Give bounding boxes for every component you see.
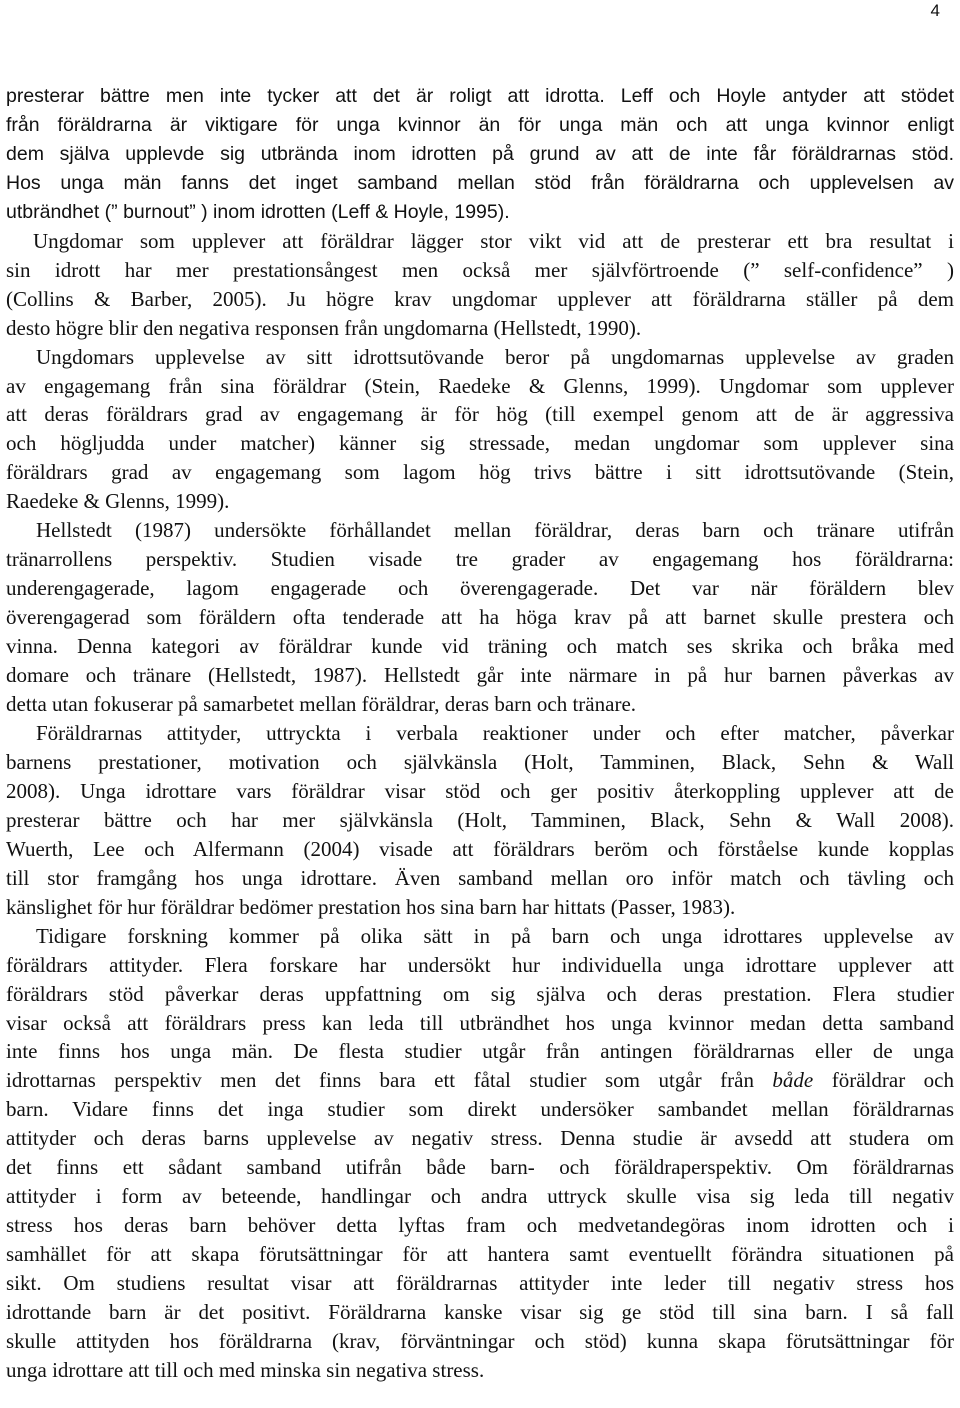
text-line-content: föräldrars attityder. Flera forskare har undersökt hur individuella unga idrottare upplever att (6, 952, 954, 977)
text-line (6, 1211, 954, 1240)
text-line (6, 864, 954, 893)
text-line-content: och högljudda under matcher) känner sig stressade, medan ungdomar som upplever sina (6, 431, 954, 456)
text-line (6, 603, 954, 632)
text-line (6, 1009, 954, 1038)
text-line-content: det finns ett sådant samband utifrån både barn- och föräldraperspektiv. Om föräldrarnas (6, 1155, 954, 1180)
text-line (6, 777, 954, 806)
text-line-content: underengagerade, lagom engagerade och överengagerade. Det var när föräldern blev (6, 576, 954, 601)
text-line (6, 169, 954, 198)
text-line (6, 429, 954, 458)
text-line (6, 1153, 954, 1182)
text-line-content: dem själva upplevde sig utbrända inom idrotten på grund av att de inte får föräldrarnas stöd. (6, 142, 954, 165)
text-line (6, 343, 954, 372)
text-line (6, 632, 954, 661)
text-line-content: visar också att föräldrars press kan leda till utbrändhet hos unga kvinnor medan detta samband (6, 1010, 954, 1035)
text-line-content: skulle attityden hos föräldrarna (krav, förväntningar och stöd) kunna skapa förutsättningar för (6, 1328, 954, 1353)
text-line (6, 1124, 954, 1153)
text-line-content: 2008). Unga idrottare vars föräldrar visar stöd och ger positiv återkoppling upplever att de (6, 778, 954, 803)
text-line-content: Hos unga män fanns det inget samband mellan stöd från föräldrarna och upplevelsen av (6, 171, 954, 194)
text-line (6, 1327, 954, 1356)
text-line (6, 690, 954, 719)
text-line-content: presterar bättre och har mer självkänsla (Holt, Tamminen, Black, Sehn & Wall 2008). (6, 807, 954, 832)
text-line (6, 1269, 954, 1298)
text-line (6, 748, 954, 777)
text-line (6, 227, 954, 256)
text-line-content: Föräldrarnas attityder, uttryckta i verbala reaktioner under och efter matcher, påverkar (36, 720, 954, 745)
text-line-content: idrottande barn är det positivt. Föräldrarna kanske visar sig ge stöd till sina barn. I så fall (6, 1300, 954, 1325)
text-line (6, 719, 954, 748)
text-line (6, 487, 954, 516)
text-line-content: tränarrollens perspektiv. Studien visade tre grader av engagemang hos föräldrarna: (6, 547, 954, 572)
text-line-content: idrottarnas perspektiv men det finns bara ett fåtal studier som utgår från både föräldrar och (6, 1068, 954, 1093)
text-line-content: sikt. Om studiens resultat visar att föräldrarnas attityder inte leder till negativ stress hos (6, 1271, 954, 1296)
text-line (6, 806, 954, 835)
text-line (6, 314, 954, 343)
text-line-content: attityder i form av beteende, handlingar och andra uttryck skulle visa sig leda till negativ (6, 1184, 954, 1209)
text-line-content: Raedeke & Glenns, 1999). (6, 489, 230, 514)
text-line (6, 1037, 954, 1066)
text-line-content: Ungdomar som upplever att föräldrar lägger stor vikt vid att de presterar ett bra resultat i (33, 228, 954, 253)
text-line-content: (Collins & Barber, 2005). Ju högre krav ungdomar upplever att föräldrarna ställer på dem (6, 286, 954, 311)
text-line-content: Hellstedt (1987) undersökte förhållandet mellan föräldrar, deras barn och tränare utifrån (36, 518, 954, 543)
text-line-content: Wuerth, Lee och Alfermann (2004) visade att föräldrars beröm och förståelse kunde kopplas (6, 836, 954, 861)
text-line (6, 111, 954, 140)
text-line (6, 835, 954, 864)
text-line (6, 82, 954, 111)
text-line (6, 661, 954, 690)
text-line-content: föräldrars grad av engagemang som lagom hög trivs bättre i sitt idrottsutövande (Stein, (6, 460, 954, 485)
text-line (6, 458, 954, 487)
text-line-content: domare och tränare (Hellstedt, 1987). Hellstedt går inte närmare in på hur barnen påverkas av (6, 663, 954, 688)
text-line-content: utbrändhet (” burnout” ) inom idrotten (Leff & Hoyle, 1995). (6, 200, 510, 223)
text-line (6, 285, 954, 314)
text-line-content: stress hos deras barn behöver detta lyftas fram och medvetandegöras inom idrotten och i (6, 1213, 954, 1238)
text-line (6, 372, 954, 401)
text-line (6, 1298, 954, 1327)
text-line-content: Tidigare forskning kommer på olika sätt in på barn och unga idrottares upplevelse av (36, 923, 954, 948)
text-line-content: föräldrars stöd påverkar deras uppfattning om sig själva och deras prestation. Flera studier (6, 981, 954, 1006)
text-line-content: desto högre blir den negativa responsen från ungdomarna (Hellstedt, 1990). (6, 315, 642, 340)
text-line (6, 545, 954, 574)
text-line-content: sin idrott har mer prestationsångest men också mer självförtroende (” self-confidence” ) (6, 257, 954, 282)
text-line (6, 1182, 954, 1211)
text-line-content: detta utan fokuserar på samarbetet mellan föräldrar, deras barn och tränare. (6, 692, 637, 717)
text-line (6, 400, 954, 429)
text-line (6, 1240, 954, 1269)
text-line (6, 980, 954, 1009)
text-line-content: barn. Vidare finns det inga studier som direkt undersöker sambandet mellan föräldrarnas (6, 1097, 954, 1122)
text-line (6, 140, 954, 169)
text-line-content: till stor framgång hos unga idrottare. Även samband mellan oro inför match och tävling och (6, 865, 954, 890)
text-line (6, 256, 954, 285)
text-line-content: överengagerad som föräldern ofta tenderade att ha höga krav på att barnet skulle prestera och (6, 605, 954, 630)
text-line (6, 893, 954, 922)
text-line (6, 574, 954, 603)
page-number: 4 (930, 1, 940, 20)
text-line (6, 1356, 954, 1385)
text-line (6, 951, 954, 980)
text-line-content: vinna. Denna kategori av föräldrar kunde vid träning och match ses skrika och bråka med (6, 634, 954, 659)
text-line-content: från föräldrarna är viktigare för unga kvinnor än för unga män och att unga kvinnor enligt (6, 113, 954, 136)
text-line (6, 1066, 954, 1095)
text-line (6, 1095, 954, 1124)
text-line-content: unga idrottare att till och med minska sin negativa stress. (6, 1357, 485, 1382)
text-line-content: av engagemang från sina föräldrar (Stein, Raedeke & Glenns, 1999). Ungdomar som upplever (6, 373, 954, 398)
text-line (6, 516, 954, 545)
text-line-content: presterar bättre men inte tycker att det är roligt att idrotta. Leff och Hoyle antyder att stödet (6, 85, 954, 107)
text-line-content: att deras föräldrars grad av engagemang är för hög (till exempel genom att de är aggressiva (6, 402, 954, 427)
text-line-content: attityder och deras barns upplevelse av negativ stress. Denna studie är avsedd att studera om (6, 1126, 954, 1151)
text-line-content: Ungdomars upplevelse av sitt idrottsutövande beror på ungdomarnas upplevelse av graden (36, 344, 954, 369)
body-text (6, 82, 954, 1385)
text-line (6, 198, 954, 227)
text-line-content: inte finns hos unga män. De flesta studier utgår från antingen föräldrarnas eller de unga (6, 1039, 954, 1064)
text-line (6, 922, 954, 951)
text-line-content: barnens prestationer, motivation och självkänsla (Holt, Tamminen, Black, Sehn & Wall (6, 749, 954, 774)
text-line-content: samhället för att skapa förutsättningar för att hantera samt eventuellt förändra situationen på (6, 1242, 954, 1267)
text-line-content: känslighet för hur föräldrar bedömer prestation hos sina barn har hittats (Passer, 1983). (6, 894, 736, 919)
